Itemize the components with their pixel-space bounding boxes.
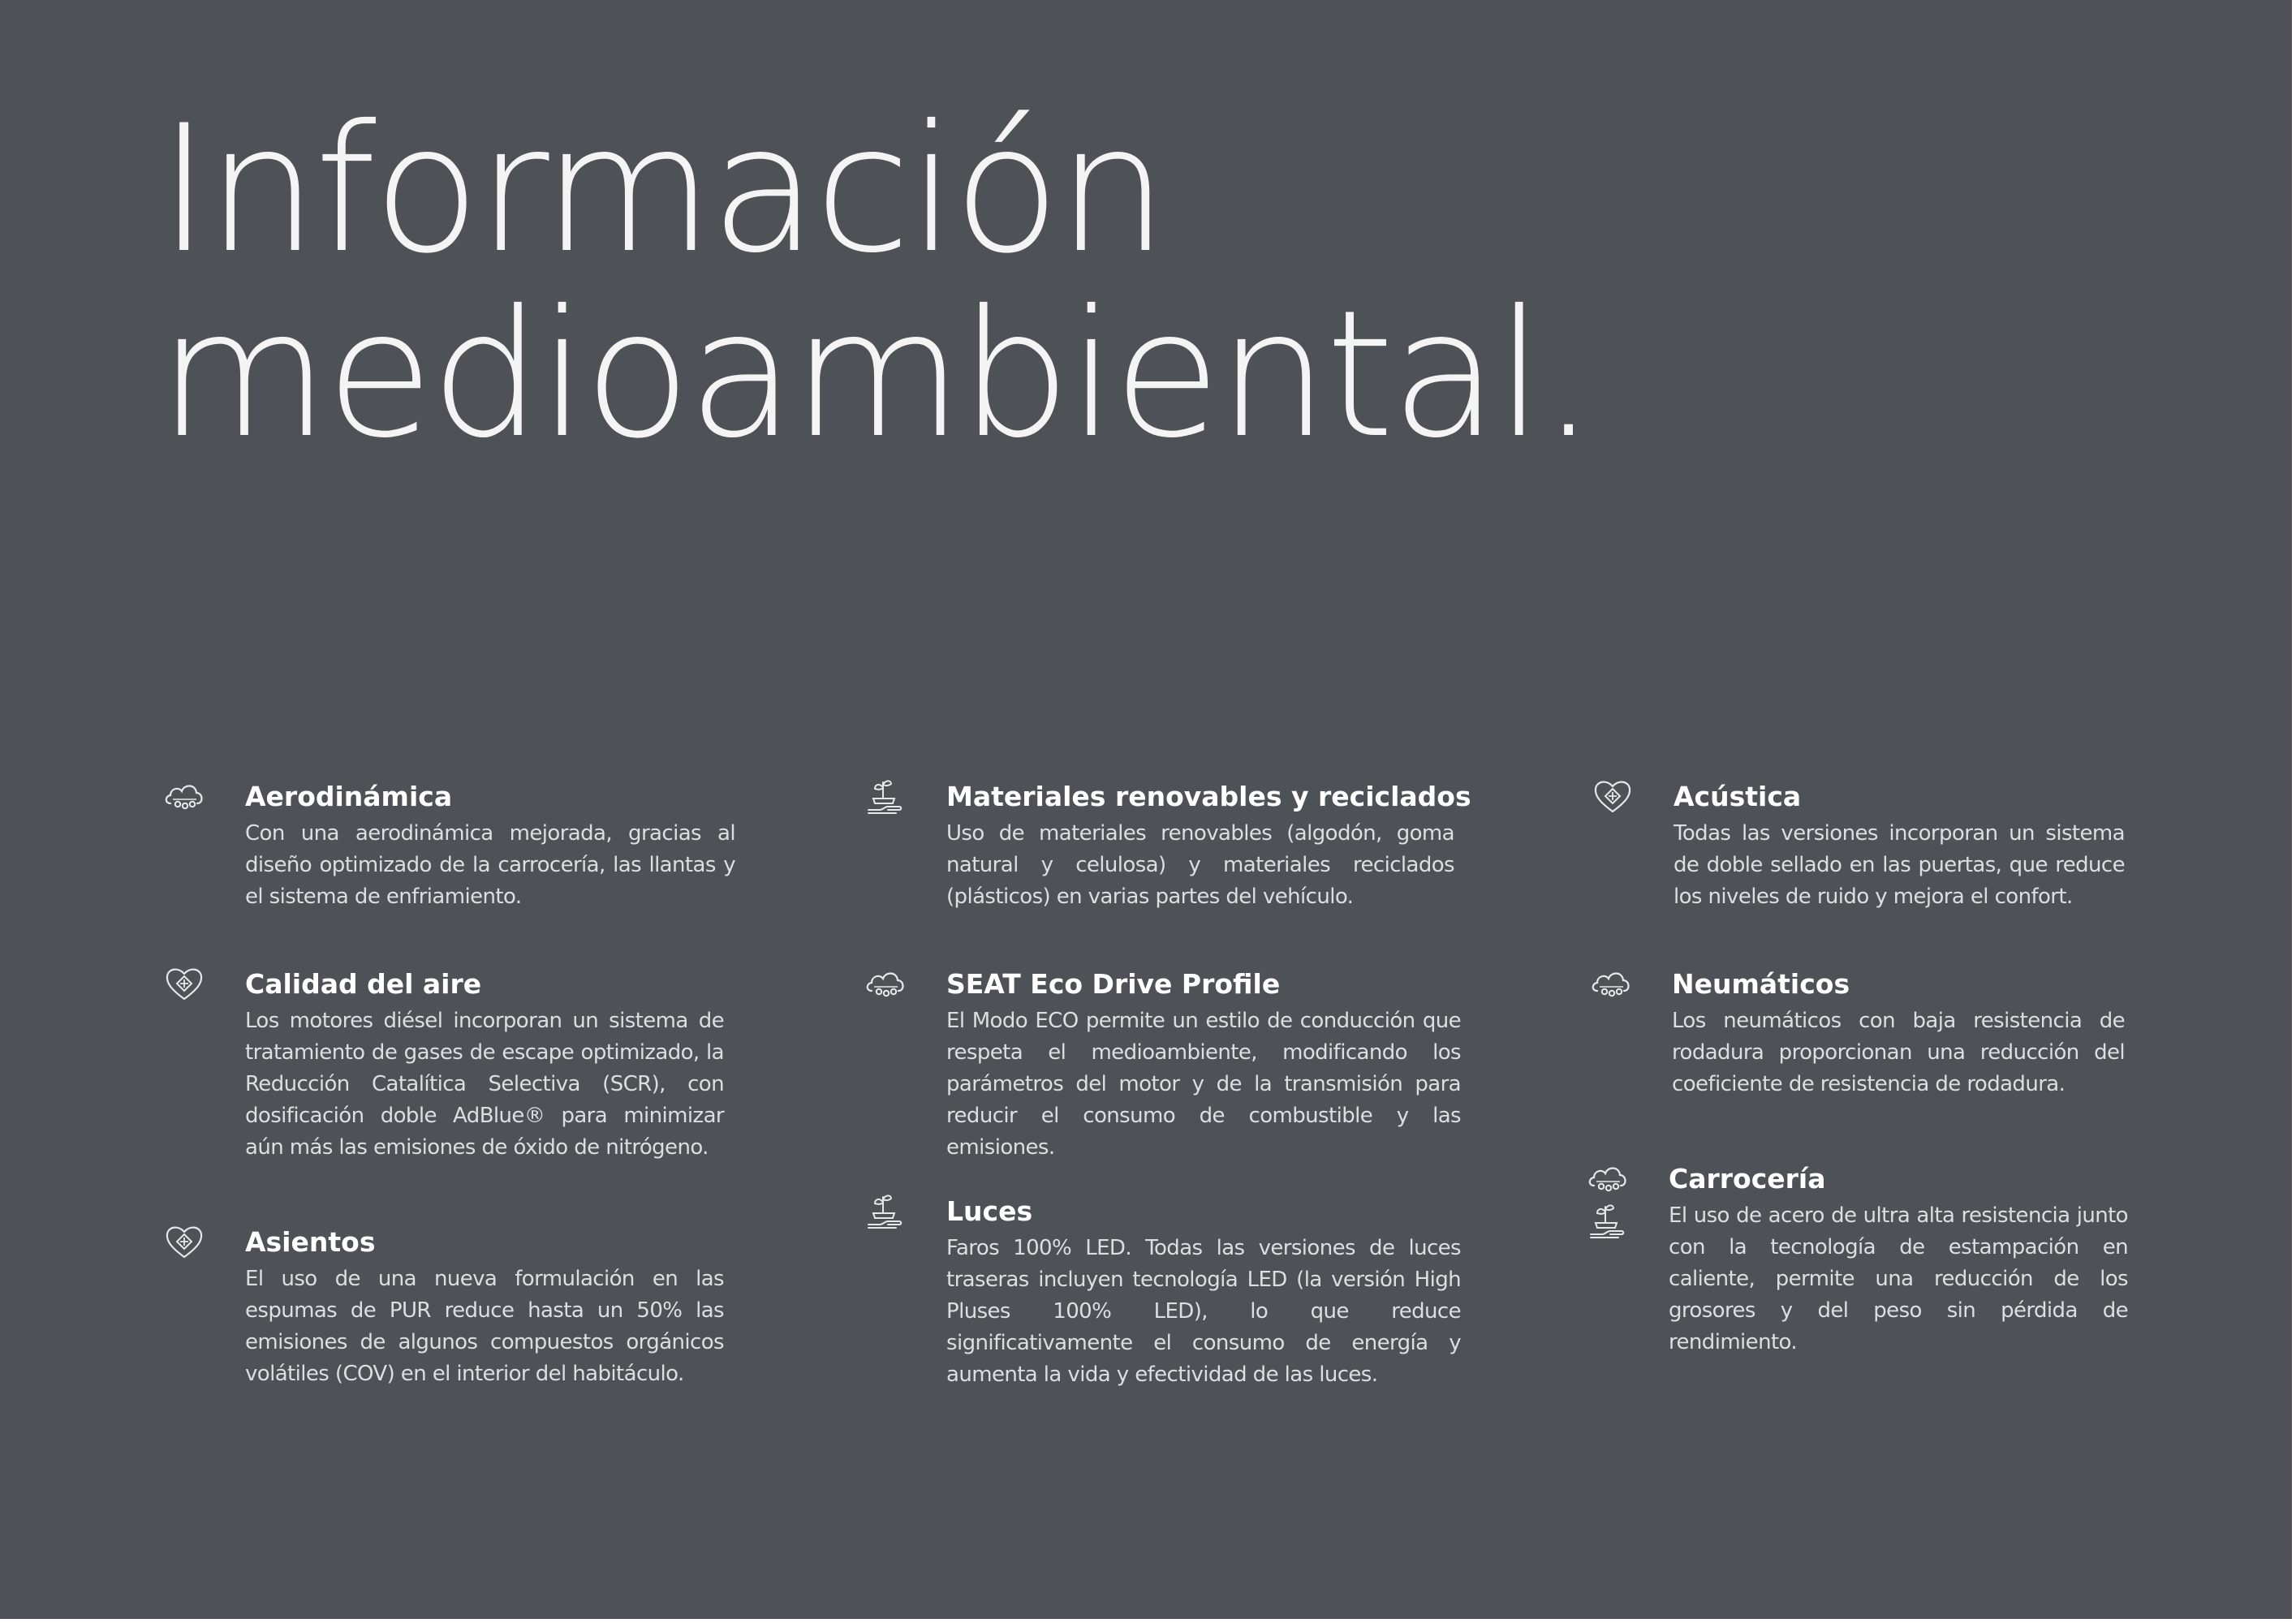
- feature-heading: Materiales renovables y reciclados: [946, 781, 1471, 812]
- cloud-icon: [162, 774, 206, 818]
- page-title-line-2: medioambiental.: [158, 273, 1593, 476]
- feature-body: Todas las versiones incorporan un sistema de doble sellado en las puertas, que reduce los niveles de ruido y mejora el confort.: [1674, 821, 2125, 909]
- feature-heading: SEAT Eco Drive Profile: [946, 968, 1281, 1000]
- heart-icon: [162, 962, 206, 1005]
- heart-icon: [1591, 774, 1635, 818]
- feature-body: El uso de acero de ultra alta resistencia junto con la tecnología de estampación en caliente, permite una reducción de los grosores y del peso sin pérdida de rendimiento.: [1669, 1203, 2128, 1354]
- cloud-icon: [1586, 1156, 1630, 1200]
- feature-heading: Acústica: [1674, 781, 1802, 812]
- feature-body: Con una aerodinámica mejorada, gracias al diseño optimizado de la carrocería, las llantas y el sistema de enfriamiento.: [245, 821, 735, 909]
- feature-heading: Luces: [946, 1195, 1033, 1227]
- cloud-icon: [1589, 962, 1633, 1005]
- heart-icon: [162, 1220, 206, 1264]
- feature-calidad-del-aire: [245, 968, 724, 1164]
- page-title: [158, 88, 1593, 476]
- feature-heading: Calidad del aire: [245, 968, 482, 1000]
- cloud-icon: [864, 962, 907, 1005]
- hand-plant-icon: [864, 1189, 907, 1233]
- feature-materiales: [946, 781, 1471, 913]
- feature-asientos: [245, 1226, 724, 1390]
- hand-plant-icon: [1586, 1199, 1630, 1242]
- feature-body: Uso de materiales renovables (algodón, goma natural y celulosa) y materiales reciclados (plásticos) en varias partes del vehículo.: [946, 821, 1454, 909]
- feature-luces: [946, 1195, 1461, 1391]
- hand-plant-icon: [864, 774, 907, 818]
- feature-heading: Asientos: [245, 1226, 376, 1258]
- feature-seat-eco-drive-profile: [946, 968, 1461, 1164]
- feature-body: El Modo ECO permite un estilo de conducción que respeta el medioambiente, modificando los parámetros del motor y de la transmisión para reducir el consumo de combustible y las emisiones.: [946, 1009, 1461, 1160]
- feature-body: El uso de una nueva formulación en las espumas de PUR reduce hasta un 50% las emisiones de algunos compuestos orgánicos volátiles (COV) en el interior del habitáculo.: [245, 1267, 724, 1386]
- feature-body: Los neumáticos con baja resistencia de rodadura proporcionan una reducción del coeficiente de resistencia de rodadura.: [1672, 1009, 2125, 1096]
- feature-aerodinamica: [245, 781, 735, 913]
- feature-neumaticos: [1672, 968, 2125, 1100]
- feature-body: Los motores diésel incorporan un sistema de tratamiento de gases de escape optimizado, la Reducción Catalítica Selectiva (SCR), con dosificación doble AdBlue® para minimizar aún más las emisiones de óxido de nitrógeno.: [245, 1009, 724, 1160]
- feature-acustica: [1674, 781, 2125, 913]
- feature-heading: Neumáticos: [1672, 968, 1850, 1000]
- feature-body: Faros 100% LED. Todas las versiones de luces traseras incluyen tecnología LED (la versión High Pluses 100% LED), lo que reduce significativamente el consumo de energía y aumenta la vida y efectividad de las luces.: [946, 1236, 1461, 1387]
- feature-carroceria: [1669, 1163, 2128, 1358]
- page-title-line-1: Información: [158, 88, 1165, 291]
- feature-heading: Aerodinámica: [245, 781, 453, 812]
- feature-heading: Carrocería: [1669, 1163, 1826, 1195]
